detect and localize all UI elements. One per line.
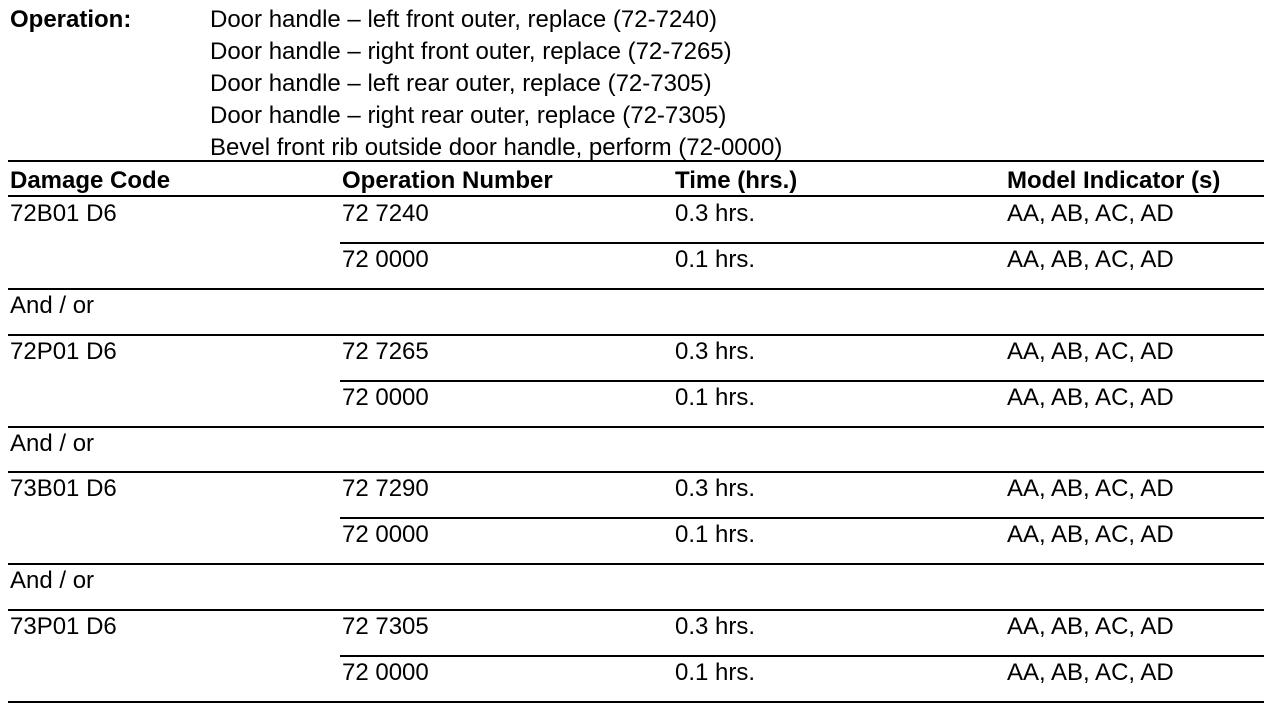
table-cell-damage-code: 73P01 D6 (10, 613, 117, 641)
table-cell-model: AA, AB, AC, AD (1007, 521, 1174, 549)
table-cell-operation-number: 72 0000 (342, 521, 429, 549)
table-cell-operation-number: 72 7265 (342, 337, 429, 365)
table-cell-model: AA, AB, AC, AD (1007, 659, 1174, 686)
table-cell-time: 0.3 hrs. (675, 613, 756, 641)
table-cell-model: AA, AB, AC, AD (1007, 337, 1174, 365)
row-rule (8, 426, 1264, 428)
connector-label: And / or (10, 429, 95, 457)
header-bottom-rule (8, 195, 1264, 197)
row-rule (8, 471, 1264, 473)
table-cell-model: AA, AB, AC, AD (1007, 613, 1174, 641)
column-header-model: Model Indicator (s) (1007, 167, 1221, 194)
row-rule (8, 334, 1264, 336)
table-cell-model: AA, AB, AC, AD (1007, 200, 1174, 227)
table-cell-time: 0.3 hrs. (675, 200, 756, 227)
table-cell-time: 0.1 hrs. (675, 245, 756, 273)
row-rule (340, 655, 1264, 657)
table-cell-time: 0.1 hrs. (675, 383, 756, 411)
table-cell-time: 0.3 hrs. (675, 475, 756, 503)
table-cell-damage-code: 73B01 D6 (10, 475, 117, 503)
table-cell-operation-number: 72 7290 (342, 475, 429, 503)
connector-label: And / or (10, 291, 95, 319)
operation-line: Door handle – right front outer, replace (72-7265) (210, 38, 732, 65)
table-cell-model: AA, AB, AC, AD (1007, 383, 1174, 411)
table-cell-time: 0.1 hrs. (675, 521, 756, 549)
row-rule (8, 288, 1264, 290)
table-cell-operation-number: 72 0000 (342, 659, 429, 686)
operation-line: Door handle – right rear outer, replace (72-7305) (210, 102, 727, 129)
operation-line: Bevel front rib outside door handle, perform (72-0000) (210, 134, 783, 161)
table-cell-damage-code: 72B01 D6 (10, 200, 117, 227)
row-rule (340, 242, 1264, 244)
column-header-operation-number: Operation Number (342, 167, 553, 194)
table-cell-model: AA, AB, AC, AD (1007, 245, 1174, 273)
table-cell-damage-code: 72P01 D6 (10, 337, 117, 365)
table-top-rule (8, 160, 1264, 162)
operation-line: Door handle – left rear outer, replace (72-7305) (210, 70, 712, 97)
column-header-time: Time (hrs.) (675, 167, 798, 194)
row-rule (8, 609, 1264, 611)
table-cell-time: 0.3 hrs. (675, 337, 756, 365)
row-rule (8, 701, 1264, 703)
table-cell-operation-number: 72 0000 (342, 245, 429, 273)
row-rule (340, 517, 1264, 519)
table-cell-model: AA, AB, AC, AD (1007, 475, 1174, 503)
connector-label: And / or (10, 567, 95, 595)
operation-line: Door handle – left front outer, replace (72-7240) (210, 6, 717, 33)
table-cell-operation-number: 72 7240 (342, 200, 429, 227)
column-header-damage-code: Damage Code (10, 167, 171, 194)
row-rule (8, 563, 1264, 565)
table-cell-time: 0.1 hrs. (675, 659, 756, 686)
operation-label: Operation: (10, 6, 132, 33)
table-cell-operation-number: 72 0000 (342, 383, 429, 411)
table-cell-operation-number: 72 7305 (342, 613, 429, 641)
operation-description-list (210, 4, 782, 164)
